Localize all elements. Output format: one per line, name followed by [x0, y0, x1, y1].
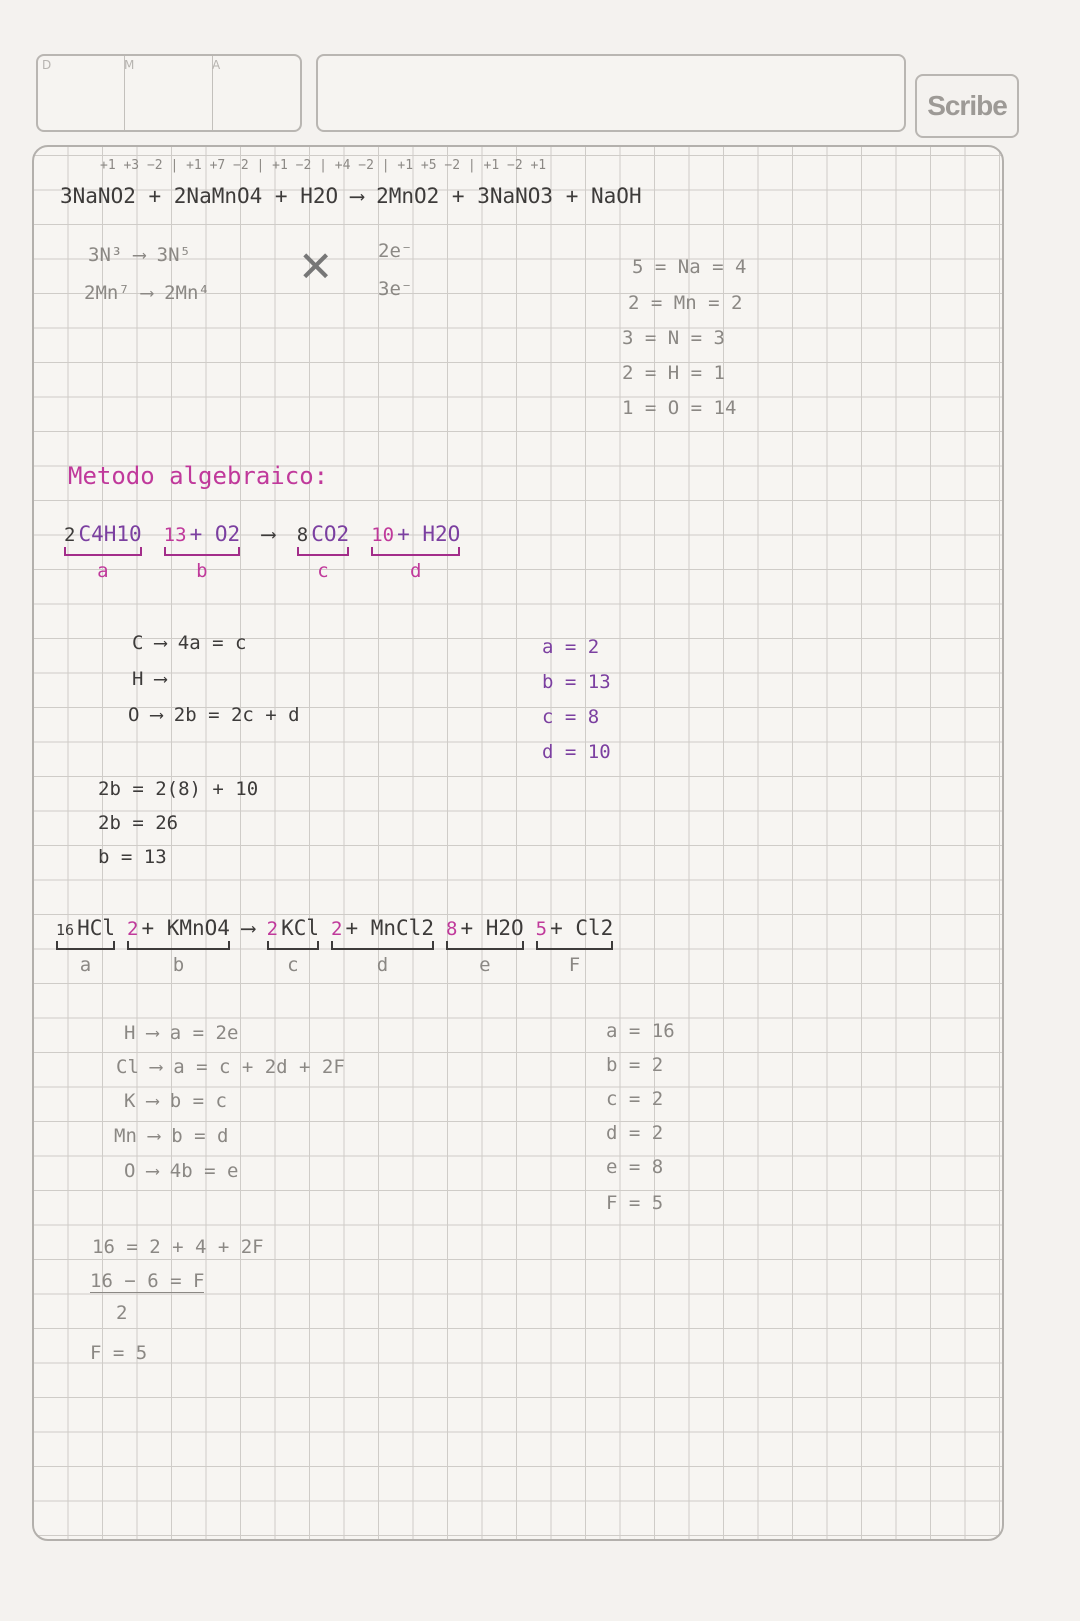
equation-row: O ⟶ 4b = e — [124, 1160, 239, 1182]
half-reaction-n: 3N³ ⟶ 3N⁵ — [88, 244, 191, 266]
title-box — [316, 54, 906, 132]
term-b — [164, 522, 240, 582]
coef-c: 8 — [296, 524, 309, 546]
result-row: a = 2 — [542, 636, 600, 658]
letter: b — [196, 560, 208, 582]
term-d — [371, 522, 460, 582]
letter: c — [317, 560, 329, 582]
work-row: b = 13 — [98, 846, 167, 868]
letter: d — [410, 560, 422, 582]
equation-row: H ⟶ a = 2e — [124, 1022, 239, 1044]
redox-equation: 3NaNO2 + 2NaMnO4 + H2O ⟶ 2MnO2 + 3NaNO3 + NaOH — [60, 184, 642, 208]
electrons-2: 2e⁻ — [378, 240, 413, 262]
coef-a: 2 — [64, 524, 76, 546]
result-row: c = 8 — [542, 706, 600, 728]
coef-f: 5 — [535, 918, 548, 940]
work-row: 16 − 6 = F — [90, 1270, 205, 1292]
letter: b — [172, 954, 185, 976]
brace — [164, 547, 240, 556]
coef-d: 2 — [331, 918, 343, 940]
date-box — [36, 54, 302, 132]
equation-row: C ⟶ 4a = c — [132, 632, 247, 654]
result-row: d = 10 — [542, 741, 611, 763]
algebraic-equation — [64, 522, 460, 582]
letter: e — [479, 954, 491, 976]
hcl-equation — [56, 916, 613, 976]
coef-e: 8 — [445, 918, 458, 940]
electrons-3: 3e⁻ — [378, 278, 413, 300]
equation-row: Cl ⟶ a = c + 2d + 2F — [116, 1056, 345, 1078]
result-row: e = 8 — [606, 1156, 664, 1178]
balance-row: 2 = Mn = 2 — [628, 292, 743, 314]
letter: F — [568, 954, 581, 976]
balance-row: 1 = O = 14 — [622, 397, 737, 419]
result-row: F = 5 — [606, 1192, 664, 1214]
balance-row: 2 = H = 1 — [622, 362, 725, 384]
oxidation-states: +1 +3 −2 | +1 +7 −2 | +1 −2 | +4 −2 | +1 +5 −2 | +1 −2 +1 — [100, 158, 547, 173]
result-row: d = 2 — [606, 1122, 664, 1144]
work-row: F = 5 — [90, 1342, 148, 1364]
scribe-logo: Scribe — [915, 74, 1019, 138]
result-row: b = 2 — [606, 1054, 664, 1076]
term-b — [127, 916, 230, 976]
species: C4H10 — [78, 522, 142, 546]
result-row: c = 2 — [606, 1088, 664, 1110]
date-day: D — [38, 56, 125, 130]
brace — [297, 547, 349, 556]
species: + O2 — [189, 522, 241, 546]
cross-icon: ✕ — [300, 234, 332, 294]
balance-row: 5 = Na = 4 — [632, 256, 747, 278]
term-f — [536, 916, 614, 976]
date-year: A — [212, 58, 221, 72]
brace — [64, 547, 142, 556]
work-row: 2b = 26 — [98, 812, 179, 834]
coef-c: 2 — [266, 918, 279, 940]
date-month: M — [120, 56, 213, 130]
species: + MnCl2 — [345, 916, 434, 940]
coef-b: 2 — [127, 918, 139, 940]
letter: d — [376, 954, 389, 976]
equation-row: K ⟶ b = c — [124, 1090, 227, 1112]
species: + KMnO4 — [141, 916, 230, 940]
term-e — [446, 916, 524, 976]
species: + Cl2 — [550, 916, 614, 940]
coef-d: 10 — [371, 524, 395, 546]
species: CO2 — [311, 522, 350, 546]
term-c — [267, 916, 319, 976]
work-row: 2b = 2(8) + 10 — [98, 778, 259, 800]
result-row: a = 16 — [606, 1020, 675, 1042]
balance-row: 3 = N = 3 — [622, 327, 725, 349]
letter: c — [287, 954, 299, 976]
coef-b: 13 — [163, 524, 187, 546]
arrow: ⟶ — [262, 522, 275, 546]
term-d — [331, 916, 434, 976]
brace — [56, 941, 115, 950]
equation-row: O ⟶ 2b = 2c + d — [128, 704, 300, 726]
work-row: 16 = 2 + 4 + 2F — [92, 1236, 264, 1258]
equation-row: Mn ⟶ b = d — [114, 1125, 229, 1147]
term-c — [297, 522, 349, 582]
species: KCl — [281, 916, 320, 940]
work-row: 2 — [116, 1302, 128, 1324]
species: + H2O — [460, 916, 524, 940]
brace — [127, 941, 230, 950]
result-row: b = 13 — [542, 671, 611, 693]
brace — [446, 941, 524, 950]
equation-row: H ⟶ — [132, 668, 167, 690]
letter: a — [79, 954, 92, 976]
brace — [536, 941, 614, 950]
arrow: ⟶ — [241, 916, 255, 940]
term-a — [56, 916, 115, 976]
half-reaction-mn: 2Mn⁷ ⟶ 2Mn⁴ — [84, 282, 210, 304]
term-a — [64, 522, 142, 582]
grid-area — [32, 145, 1004, 1541]
species: + H2O — [397, 522, 461, 546]
section-title: Metodo algebraico: — [68, 462, 329, 490]
coef-a: 16 — [56, 921, 75, 939]
brace — [371, 547, 460, 556]
brace — [331, 941, 434, 950]
brace — [267, 941, 319, 950]
letter: a — [97, 560, 109, 582]
species: HCl — [77, 916, 115, 940]
